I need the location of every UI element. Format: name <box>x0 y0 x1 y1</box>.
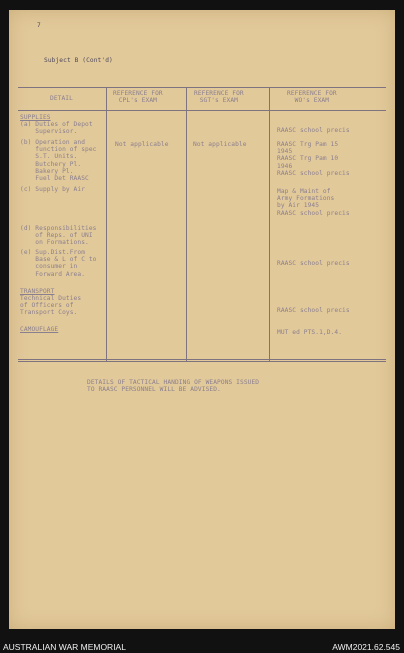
footer-institution: AUSTRALIAN WAR MEMORIAL <box>3 642 126 652</box>
detail-item-c: (c) Supply by Air <box>20 186 86 193</box>
header-detail: DETAIL <box>50 95 73 102</box>
transport-heading: TRANSPORT <box>20 288 55 295</box>
wo-reference-b: RAASC Trg Pam 15 1945 RAASC Trg Pam 10 1946 RAASC school precis <box>277 141 350 177</box>
table-top-rule <box>18 87 386 88</box>
detail-item-d: (d) Responsibilities of Reps. of UNI on Formations. <box>20 225 97 247</box>
supplies-heading: SUPPLIES <box>20 114 51 121</box>
sgt-reference: Not applicable <box>193 141 247 148</box>
footer-accession-number: AWM2021.62.545 <box>332 642 400 652</box>
column-divider-2 <box>186 87 187 361</box>
wo-reference-transport: RAASC school precis <box>277 307 350 314</box>
weapons-note: DETAILS OF TACTICAL HANDING OF WEAPONS ISSUED TO RAASC PERSONNEL WILL BE ADVISED. <box>87 379 260 394</box>
header-cpl: REFERENCE FOR CPL's EXAM <box>113 90 163 105</box>
footer-bar <box>0 630 404 653</box>
page-mark: 7 <box>37 22 41 29</box>
wo-reference-c: Map & Maint of Army Formations by Air 1945 RAASC school precis <box>277 188 350 217</box>
header-sgt: REFERENCE FOR SGT's EXAM <box>194 90 244 105</box>
subject-title: Subject B (Cont'd) <box>44 57 113 64</box>
wo-reference-a: RAASC school precis <box>277 127 350 134</box>
table-bottom-rule-2 <box>18 361 386 362</box>
column-divider-1 <box>106 87 107 361</box>
column-divider-3 <box>269 87 270 361</box>
detail-item-e: (e) Sup.Dist.From Base & L of C to consumer in Forward Area. <box>20 249 97 278</box>
camouflage-heading: CAMOUFLAGE <box>20 326 59 333</box>
header-wo: REFERENCE FOR WO's EXAM <box>287 90 337 105</box>
transport-item: Technical Duties of Officers of Transport Coys. <box>20 295 82 317</box>
detail-item-b: (b) Operation and function of spec S.T. Units. Butchery Pl. Bakery Pl. Fuel Det RAASC <box>20 139 97 183</box>
wo-reference-camouflage: MUT ed PTS.1,D.4. <box>277 329 343 336</box>
table-bottom-rule <box>18 359 386 360</box>
cpl-reference: Not applicable <box>115 141 169 148</box>
wo-reference-e: RAASC school precis <box>277 260 350 267</box>
detail-item-a: (a) Duties of Depot Supervisor. <box>20 121 93 136</box>
table-header-rule <box>18 110 386 111</box>
